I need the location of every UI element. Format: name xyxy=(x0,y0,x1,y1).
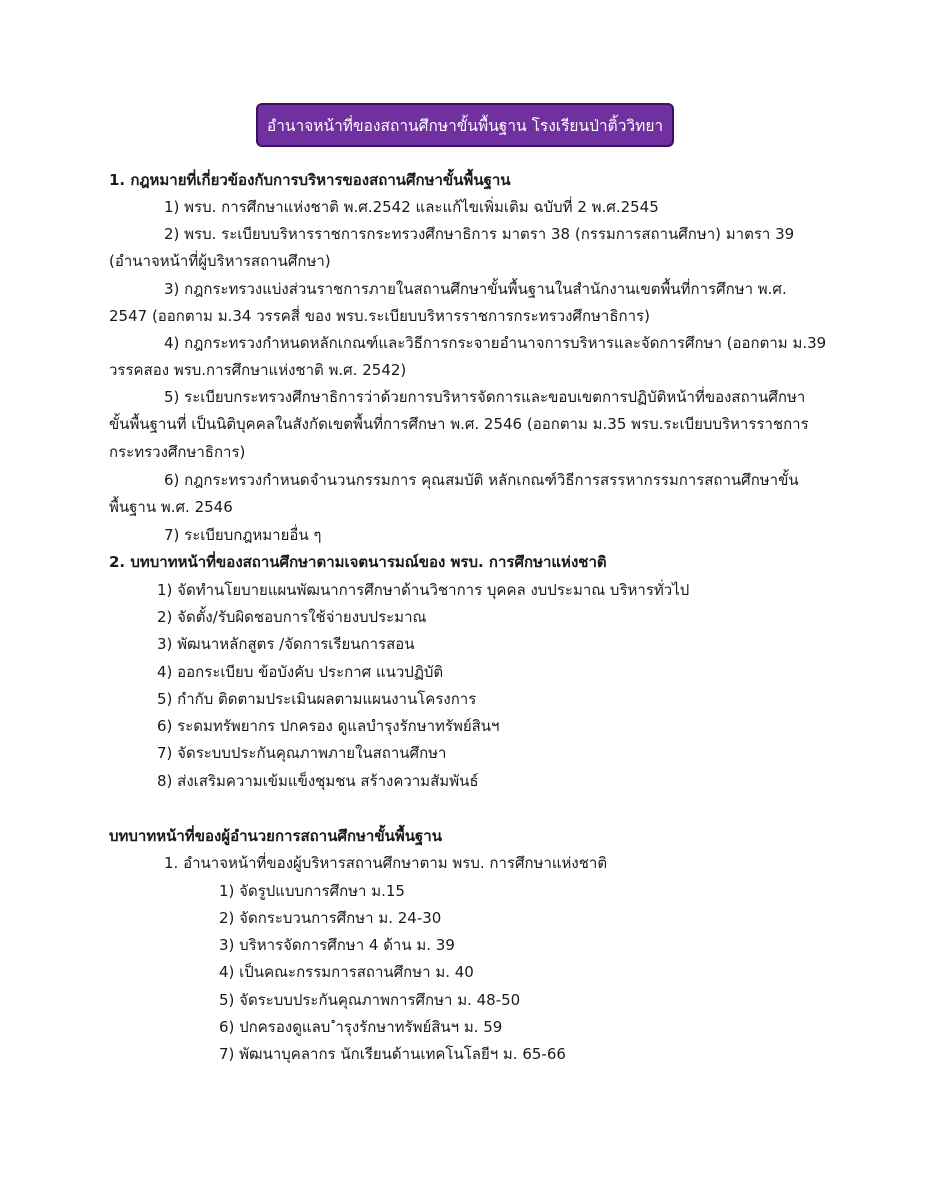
section1-line: ขั้นพื้นฐานที่ เป็นนิติบุคคลในสังกัดเขตพื้นที่การศึกษา พ.ศ. 2546 (ออกตาม ม.35 พรบ.ระเบียบบริหารราชการ xyxy=(109,415,809,433)
section1-heading: 1. กฎหมายที่เกี่ยวข้องกับการบริหารของสถานศึกษาขั้นพื้นฐาน xyxy=(109,171,511,189)
section3-item: 6) ปกครองดูแลบ ำรุงรักษาทรัพย์สินฯ ม. 59 xyxy=(219,1018,503,1036)
section1-line: 4) กฎกระทรวงกำหนดหลักเกณฑ์และวิธีการกระจายอำนาจการบริหารและจัดการศึกษา (ออกตาม ม.39 xyxy=(164,334,827,352)
section1-line: 7) ระเบียบกฎหมายอื่น ๆ xyxy=(164,526,322,544)
document-title: อำนาจหน้าที่ของสถานศึกษาขั้นพื้นฐาน โรงเรียนป่าติ้ววิทยา xyxy=(266,116,664,135)
document-title-box xyxy=(256,103,674,147)
section2-item: 7) จัดระบบประกันคุณภาพภายในสถานศึกษา xyxy=(157,744,447,762)
section2-item: 4) ออกระเบียบ ข้อบังคับ ประกาศ แนวปฏิบัติ xyxy=(157,663,444,681)
section2-item: 2) จัดตั้ง/รับผิดชอบการใช้จ่ายงบประมาณ xyxy=(157,608,427,626)
section1-line: 5) ระเบียบกระทรวงศึกษาธิการว่าด้วยการบริหารจัดการและขอบเขตการปฏิบัติหน้าที่ของสถานศึกษา xyxy=(164,388,806,406)
section3-item: 2) จัดกระบวนการศึกษา ม. 24-30 xyxy=(219,909,442,927)
section3-item: 1) จัดรูปแบบการศึกษา ม.15 xyxy=(219,882,405,900)
section3-item: 4) เป็นคณะกรรมการสถานศึกษา ม. 40 xyxy=(219,963,474,981)
section2-item: 6) ระดมทรัพยากร ปกครอง ดูแลบำรุงรักษาทรัพย์สินฯ xyxy=(157,717,500,735)
section1-line: 2) พรบ. ระเบียบบริหารราชการกระทรวงศึกษาธิการ มาตรา 38 (กรรมการสถานศึกษา) มาตรา 39 xyxy=(164,225,795,243)
section3-item: 7) พัฒนาบุคลากร นักเรียนด้านเทคโนโลยีฯ ม. 65-66 xyxy=(219,1045,566,1063)
section1-line: วรรคสอง พรบ.การศึกษาแห่งชาติ พ.ศ. 2542) xyxy=(109,361,407,379)
section1-line: (อำนาจหน้าที่ผู้บริหารสถานศึกษา) xyxy=(109,252,331,270)
section3-item: 5) จัดระบบประกันคุณภาพการศึกษา ม. 48-50 xyxy=(219,991,521,1009)
section1-line: กระทรวงศึกษาธิการ) xyxy=(109,443,246,461)
section3-subheading: 1. อำนาจหน้าที่ของผู้บริหารสถานศึกษาตาม พรบ. การศึกษาแห่งชาติ xyxy=(164,854,608,872)
section2-heading: 2. บทบาทหน้าที่ของสถานศึกษาตามเจตนารมณ์ของ พรบ. การศึกษาแห่งชาติ xyxy=(109,553,607,571)
section1-line: พื้นฐาน พ.ศ. 2546 xyxy=(109,498,233,516)
section2-item: 3) พัฒนาหลักสูตร /จัดการเรียนการสอน xyxy=(157,635,415,653)
section3-item: 3) บริหารจัดการศึกษา 4 ด้าน ม. 39 xyxy=(219,936,455,954)
section2-item: 1) จัดทำนโยบายแผนพัฒนาการศึกษาด้านวิชาการ บุคคล งบประมาณ บริหารทั่วไป xyxy=(157,581,690,599)
section3-heading: บทบาทหน้าที่ของผู้อำนวยการสถานศึกษาขั้นพื้นฐาน xyxy=(109,827,442,845)
section1-line: 2547 (ออกตาม ม.34 วรรคสี่ ของ พรบ.ระเบียบบริหารราชการกระทรวงศึกษาธิการ) xyxy=(109,307,650,325)
section2-item: 5) กำกับ ติดตามประเมินผลตามแผนงานโครงการ xyxy=(157,690,477,708)
section1-line: 1) พรบ. การศึกษาแห่งชาติ พ.ศ.2542 และแก้ไขเพิ่มเติม ฉบับที่ 2 พ.ศ.2545 xyxy=(164,198,659,216)
section1-line: 6) กฎกระทรวงกำหนดจำนวนกรรมการ คุณสมบัติ หลักเกณฑ์วิธีการสรรหากรรมการสถานศึกษาขั้น xyxy=(164,471,799,489)
section1-line: 3) กฎกระทรวงแบ่งส่วนราชการภายในสถานศึกษาขั้นพื้นฐานในสำนักงานเขตพื้นที่การศึกษา พ.ศ. xyxy=(164,280,787,298)
section2-item: 8) ส่งเสริมความเข้มแข็งชุมชน สร้างความสัมพันธ์ xyxy=(157,772,479,790)
